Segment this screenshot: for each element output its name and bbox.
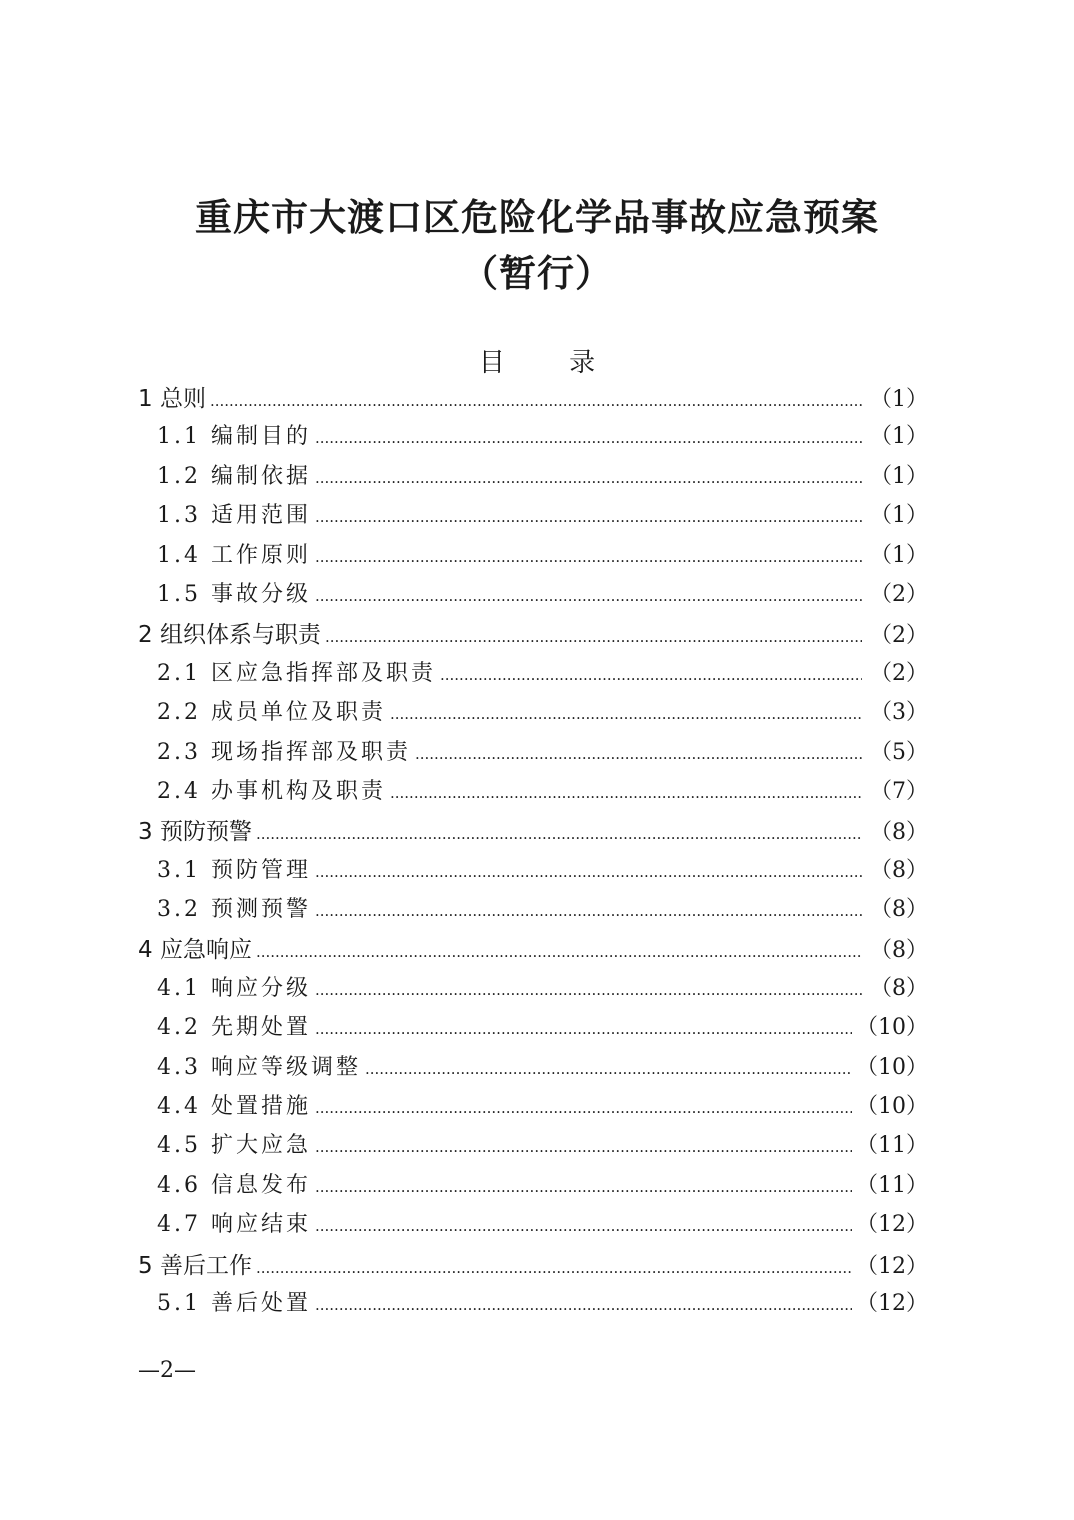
toc-entry-title: 2.2 成员单位及职责 <box>157 700 386 726</box>
toc-page-number: （11） <box>856 1172 928 1198</box>
toc-entry-title: 2 组织体系与职责 <box>138 622 321 649</box>
toc-dot-leader <box>315 1178 852 1196</box>
toc-entry-title: 5.1 善后处置 <box>157 1290 311 1316</box>
toc-dot-leader <box>315 863 862 881</box>
toc-page-number: （1） <box>870 463 928 489</box>
toc-dot-leader <box>256 1259 852 1277</box>
toc-dot-leader <box>390 784 862 802</box>
toc-entry-title: 4.6 信息发布 <box>157 1172 311 1198</box>
toc-section-entry <box>138 419 928 458</box>
toc-entry-title: 1.2 编制依据 <box>157 463 311 489</box>
toc-dot-leader <box>415 745 862 763</box>
toc-page-number: （1） <box>870 424 928 450</box>
toc-dot-leader <box>315 1296 852 1314</box>
toc-chapter-entry <box>138 380 928 419</box>
toc-section-entry <box>138 1207 928 1246</box>
toc-page-number: （1） <box>870 542 928 568</box>
toc-chapter-entry <box>138 616 928 655</box>
toc-dot-leader <box>315 429 862 447</box>
toc-entry-title: 4.7 响应结束 <box>157 1212 311 1238</box>
toc-page-number: （8） <box>870 975 928 1001</box>
toc-section-entry <box>138 1286 928 1325</box>
toc-dot-leader <box>390 705 862 723</box>
document-title: 重庆市大渡口区危险化学品事故应急预案 <box>195 196 879 239</box>
toc-entry-title: 4.4 处置措施 <box>157 1094 311 1120</box>
toc-entry-title: 4.3 响应等级调整 <box>157 1054 361 1080</box>
toc-entry-title: 5 善后工作 <box>138 1252 252 1279</box>
toc-section-entry <box>138 1010 928 1049</box>
toc-dot-leader <box>315 1099 852 1117</box>
toc-entry-title: 1.3 适用范围 <box>157 503 311 529</box>
toc-chapter-entry <box>138 1247 928 1286</box>
toc-page-number: （10） <box>856 1094 928 1120</box>
toc-section-entry <box>138 577 928 616</box>
document-title-subtitle: （暂行） <box>461 252 613 295</box>
toc-page-number: （12） <box>856 1290 928 1316</box>
toc-entry-title: 4.5 扩大应急 <box>157 1133 311 1159</box>
toc-dot-leader <box>315 902 862 920</box>
toc-page-number: （7） <box>870 778 928 804</box>
toc-section-entry <box>138 1128 928 1167</box>
toc-entry-title: 1.5 事故分级 <box>157 581 311 607</box>
toc-dot-leader <box>315 469 862 487</box>
toc-section-entry <box>138 735 928 774</box>
toc-page-number: （8） <box>870 897 928 923</box>
toc-entry-title: 4.1 响应分级 <box>157 975 311 1001</box>
toc-section-entry <box>138 656 928 695</box>
toc-page-number: （2） <box>870 623 928 649</box>
toc-section-entry <box>138 853 928 892</box>
toc-dot-leader <box>315 1020 852 1038</box>
toc-section-entry <box>138 1089 928 1128</box>
toc-entry-title: 3.1 预防管理 <box>157 857 311 883</box>
toc-dot-leader <box>210 392 862 410</box>
toc-page-number: （11） <box>856 1133 928 1159</box>
toc-entry-title: 2.1 区应急指挥部及职责 <box>157 660 436 686</box>
toc-dot-leader <box>315 508 862 526</box>
toc-page-number: （2） <box>870 660 928 686</box>
toc-entry-title: 3.2 预测预警 <box>157 897 311 923</box>
toc-page-number: （1） <box>870 387 928 412</box>
toc-page-number: （8） <box>870 820 928 846</box>
toc-dot-leader <box>315 548 862 566</box>
toc-heading: 目 录 <box>478 348 624 378</box>
toc-page-number: （10） <box>856 1015 928 1041</box>
toc-dot-leader <box>325 628 862 646</box>
page-number-footer: —2— <box>138 1358 196 1383</box>
toc-entry-title: 2.4 办事机构及职责 <box>157 778 386 804</box>
toc-section-entry <box>138 459 928 498</box>
toc-section-entry <box>138 538 928 577</box>
toc-entry-title: 3 预防预警 <box>138 819 252 846</box>
toc-page-number: （1） <box>870 503 928 529</box>
toc-dot-leader <box>315 1138 852 1156</box>
toc-page-number: （12） <box>856 1212 928 1238</box>
toc-entry-title: 1.4 工作原则 <box>157 542 311 568</box>
toc-page-number: （2） <box>870 581 928 607</box>
toc-dot-leader <box>315 981 862 999</box>
toc-section-entry <box>138 892 928 931</box>
toc-section-entry <box>138 1168 928 1207</box>
toc-dot-leader <box>256 943 862 961</box>
toc-dot-leader <box>315 1217 852 1235</box>
toc-section-entry <box>138 498 928 537</box>
toc-page-number: （3） <box>870 700 928 726</box>
toc-dot-leader <box>256 825 862 843</box>
toc-dot-leader <box>440 666 862 684</box>
toc-dot-leader <box>365 1060 852 1078</box>
toc-page-number: （10） <box>856 1054 928 1080</box>
toc-chapter-entry <box>138 931 928 970</box>
toc-entry-title: 1 总则 <box>138 386 206 412</box>
toc-entry-title: 1.1 编制目的 <box>157 424 311 450</box>
toc-page-number: （8） <box>870 938 928 964</box>
toc-section-entry <box>138 971 928 1010</box>
toc-entry-title: 4 应急响应 <box>138 937 252 964</box>
toc-dot-leader <box>315 587 862 605</box>
table-of-contents <box>138 380 928 1325</box>
toc-entry-title: 4.2 先期处置 <box>157 1015 311 1041</box>
toc-page-number: （5） <box>870 739 928 765</box>
toc-section-entry <box>138 1050 928 1089</box>
toc-section-entry <box>138 774 928 813</box>
toc-section-entry <box>138 695 928 734</box>
toc-page-number: （12） <box>856 1253 928 1279</box>
toc-entry-title: 2.3 现场指挥部及职责 <box>157 739 411 765</box>
toc-chapter-entry <box>138 813 928 852</box>
toc-page-number: （8） <box>870 857 928 883</box>
